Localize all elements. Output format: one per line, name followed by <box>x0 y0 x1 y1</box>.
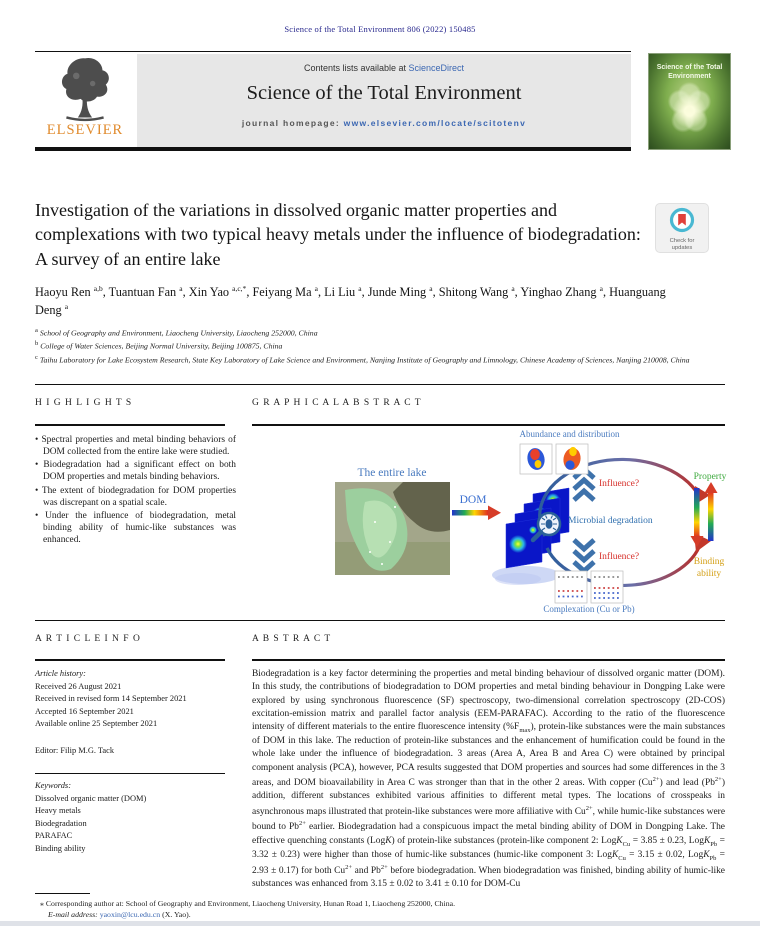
keywords-label: Keywords: <box>35 781 71 790</box>
abstract-rule <box>252 659 725 661</box>
highlight-item: • Under the influence of biodegradation, metal binding ability of humic-like substances was enhanced. <box>35 510 236 545</box>
check-updates-label: Check for updates <box>669 238 695 252</box>
history-item: Received 26 August 2021 <box>35 681 122 691</box>
contents-prefix: Contents lists available at <box>303 63 409 73</box>
affiliation: $^c$ Taihu Laboratory for Lake Ecosystem Research, State Key Laboratory of Lake Science and Environment, Nanjing Institute of Geography and Limnology, Chinese Academy of Sciences, Nanjing 210008, China <box>35 353 690 365</box>
highlights-list <box>35 434 236 547</box>
email-link[interactable]: yaoxin@lcu.edu.cn <box>99 910 161 919</box>
journal-title: Science of the Total Environment <box>246 82 522 104</box>
ga-property-label: Property <box>693 472 727 482</box>
sciencedirect-link[interactable]: ScienceDirect <box>408 63 465 73</box>
keywords-block <box>35 780 235 856</box>
section-rule <box>35 384 725 385</box>
abstract-heading: A B S T R A C T <box>252 634 332 644</box>
affiliation: $^a$ School of Geography and Environment, Liaocheng University, Liaocheng 252000, China <box>35 327 318 338</box>
affiliation: $^b$ College of Water Sciences, Beijing Normal University, Beijing 100875, China <box>35 340 283 351</box>
banner <box>137 54 631 147</box>
graphical-abstract-heading: G R A P H I C A L A B S T R A C T <box>252 398 422 408</box>
contents-line <box>137 63 631 73</box>
email-suffix: (X. Yao). <box>160 910 191 919</box>
lake-map <box>335 482 450 575</box>
article-info-rule <box>35 659 225 661</box>
highlight-item: • Biodegradation had a significant effect on both DOM properties and metals binding behaviors. <box>35 460 236 483</box>
highlight-item: • Spectral properties and metal binding behaviors of DOM collected from the entire lake were studied. <box>35 435 236 458</box>
homepage-prefix: journal homepage: <box>241 118 344 128</box>
keyword-item: Binding ability <box>35 844 86 854</box>
highlight-item: • The extent of biodegradation for DOM properties was discrepant on a spatial scale. <box>35 485 236 508</box>
journal-cover <box>648 53 731 150</box>
editor-line: Editor: Filip M.G. Tack <box>35 746 115 755</box>
article-history-label: Article history: <box>35 669 86 678</box>
banner-rule-top <box>35 51 631 52</box>
graphical-abstract-canvas <box>252 428 725 618</box>
ga-influence-top-label: Influence? <box>599 479 640 489</box>
crossmark-icon <box>669 207 695 233</box>
keyword-item: Dissolved organic matter (DOM) <box>35 793 147 803</box>
article-history <box>35 668 235 731</box>
page-bottom-strip <box>0 921 760 926</box>
paper-title: Investigation of the variations in dissolved organic matter properties and complexations with two typical heavy metals under the influence of biodegradation: A survey of an entire lake <box>35 200 641 269</box>
ga-influence-bottom-label: Influence? <box>599 552 640 562</box>
article-info-heading: A R T I C L E I N F O <box>35 634 141 644</box>
keywords-rule <box>35 773 225 774</box>
homepage-link[interactable]: www.elsevier.com/locate/scitotenv <box>343 118 527 128</box>
dom-arrow <box>452 506 501 521</box>
authors-line: Haoyu Ren $^{a,b}$, Tuantuan Fan $^a$, Xin Yao $^{a,c,*}$, Feiyang Ma $^a$, Li Liu $^a$, Junde Ming $^a$, Shitong Wang $^a$, Yinghao Zhang $^a$, Huanguang Deng $^a$ <box>35 284 666 318</box>
ga-abundance-label: Abundance and distribution <box>519 429 620 439</box>
elsevier-tree-icon <box>52 54 118 124</box>
history-item: Available online 25 September 2021 <box>35 719 158 729</box>
keyword-item: PARAFAC <box>35 831 73 841</box>
page-citation[interactable]: Science of the Total Environment 806 (2022) 150485 <box>284 24 476 34</box>
footnote-rule <box>35 893 90 894</box>
corresponding-author-note: ⁎ Corresponding author at: School of Geography and Environment, Liaocheng University, Hunan Road 1, Liaocheng 252000, China. <box>40 899 456 908</box>
cover-title: Science of the Total Environment <box>656 64 723 80</box>
highlights-heading: H I G H L I G H T S <box>35 398 133 408</box>
history-item: Received in revised form 14 September 2021 <box>35 694 187 704</box>
scatter-thumbnails <box>555 571 623 603</box>
graphical-abstract-figure <box>252 428 725 618</box>
elsevier-logo <box>35 54 135 146</box>
elsevier-wordmark: ELSEVIER <box>46 122 124 138</box>
keyword-item: Heavy metals <box>35 806 81 816</box>
ga-complexation-label: Complexation (Cu or Pb) <box>543 604 635 614</box>
eem-stack <box>492 488 569 585</box>
affiliations <box>35 326 727 366</box>
chevron-down-icon <box>574 540 594 571</box>
ga-entire-lake-label: The entire lake <box>357 467 427 479</box>
highlights-rule <box>35 424 225 426</box>
ga-microbial-label: Microbial degradation <box>568 516 653 526</box>
keyword-item: Biodegradation <box>35 818 87 828</box>
graphical-abstract-rule <box>252 424 725 426</box>
email-line <box>48 910 738 919</box>
abstract-body: Biodegradation is a key factor determining the properties and metal binding behaviour of dissolved organic matter (DOM). In this study, the contributions of biodegradation to DOM properties and metal binding behaviour in Dongping Lake were explored by using synchronous fluorescence (SF) spectroscopy, two-dimensional correlation spectroscopy (2D-COS) excitation-emission matrix and parallel factor analysis (EEM-PARAFAC). According to the ratio of the fluorescence intensity of different materials to the entire fluorescence intensity $(\%F_{max})$, protein-like substances were the main substances of DOM in this lake. The reduction of protein-like substances and the enhancement of humification could be found in the whole lake under the influence of biodegradation. 3 areas (Area A, Area B and Area C) were obtained by principal component analysis (PCA), however, PCA results suggested that DOM properties and sources had some differences in the 3 areas, and DOM bioavailability in Area C was stronger than that in the other 2 areas. With copper $(Cu^{2+})$ and lead $(Pb^{2+})$ addition, different substances exhibited various affinities to different metal types. The locations of crosspeaks in asynchronous maps illustrated that protein-like substances were more affiliative with $Cu^{2+}$, while humic-like substances were bound to $Pb^{2+}$ earlier. Biodegradation had a conspicuous impact the metal binding ability of DOM in Dongping Lake. The effective quenching constants (LogK) of protein-like substances (protein-like component 2: LogK$_{Cu}$ = 3.85 ± 0.23, LogK$_{Pb}$ = 3.32 ± 0.23) were higher than those of humic-like substances (humic-like component 3: LogK$_{Cu}$ = 3.15 ± 0.02, LogK$_{Pb}$ = 2.93 ± 0.17) for both $Cu^{2+}$ and $Pb^{2+}$ before biodegradation. When biodegradation was finished, binding ability of humic-like substances was enhanced from 3.15 ± 0.02 to 3.41 ± 0.10 for DOM-Cu <box>252 669 726 889</box>
section-rule <box>35 620 725 621</box>
history-item: Accepted 16 September 2021 <box>35 706 134 716</box>
ga-binding-ability-label: Binding ability <box>693 557 725 580</box>
heatmap-thumbnails <box>520 444 588 474</box>
homepage-line <box>137 118 631 128</box>
check-updates-badge[interactable] <box>655 203 709 253</box>
email-label: E-mail address: <box>48 910 98 919</box>
ga-dom-label: DOM <box>459 494 487 506</box>
banner-rule-bottom <box>35 147 631 151</box>
